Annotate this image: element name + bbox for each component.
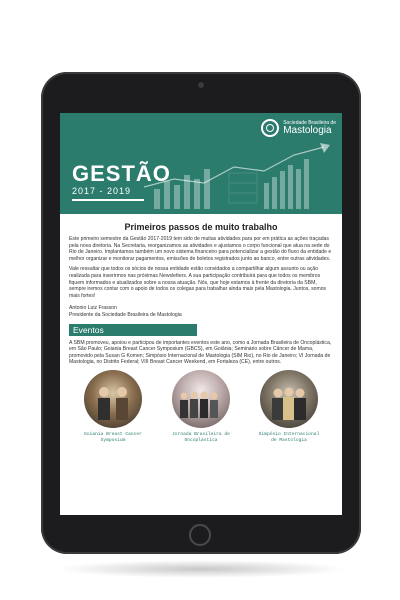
camera-icon <box>198 82 204 88</box>
device-shadow <box>56 560 346 578</box>
logo-mark-icon <box>261 119 279 137</box>
signature-name: Antonio Luiz Frasson <box>69 305 117 312</box>
hero-banner <box>60 113 342 214</box>
chart-background-graphic <box>144 139 334 209</box>
intro-paragraph-2: Vale ressaltar que todos os sócios de nossa entidade estão convidados a compartilhar algum assunto ou ação realizada para inserirmos nas próximas Newsletters. A sua participação contribuirá para que todos os membros fiquem informados e atualizados sobre a nossa atuação. Nós, que hoje estamos à frente da diretoria da SBM, sempre iremos contar com o apoio de todos os colegas para trabalhar ainda mais pela Mastologia. Juntos, somos mais fortes! <box>69 266 327 299</box>
event-label-simposio: Simpósio Internacional de Mastologia <box>258 431 320 443</box>
hero-divider <box>72 199 144 201</box>
hero-title: GESTÃO <box>72 161 171 186</box>
people-photo-icon <box>84 370 142 428</box>
event-label-goiania: Goiania Breast Cancer Symposium <box>84 431 142 443</box>
events-section-title: Eventos <box>69 324 197 336</box>
intro-paragraph-1: Este primeiro semestre da Gestão 2017-2019 tem sido de muitas atividades para por em prática as ações traçadas pela nova diretoria. Na Secretaria, reorganizamos as atividades e ajustamos o corpo funcional que atua na sede do Rio de Janeiro. Implantamos também um novo sistema financeiro para potencializar a gestão do fluxo da entidade e melhor organizar e monitorar pagamentos, emissões de boletos registrados junto ao banco, entre outras atividades. <box>69 236 332 262</box>
event-card-goiania[interactable] <box>81 370 145 443</box>
sbm-logo <box>261 119 336 137</box>
events-paragraph: A SBM promoveu, apoiou e participou de importantes eventos este ano, como a Jornada Brasileira de Oncoplástica, em São Paulo; Goiania Breast Cancer Symposium (GBCS), em Goiânia; Seminário sobre Câncer de Mama, promovido pela Susan G Komen; Simpósio Internacional de Mastologia (SIM Rio), no Rio de Janeiro; VI Jornada de Mastologia, no Distrito Federal; VIII Breast Cancer Weekend, em Fortaleza (CE), entre outros. <box>69 339 332 366</box>
intro-heading: Primeiros passos de muito trabalho <box>124 222 278 232</box>
event-card-simposio[interactable] <box>257 370 321 443</box>
events-gallery <box>60 370 342 460</box>
event-label-jornada: Jornada Brasileira de Oncoplástica <box>172 431 230 443</box>
event-card-jornada[interactable] <box>169 370 233 443</box>
event-photo-simposio[interactable] <box>260 370 318 428</box>
newsletter-screen[interactable] <box>60 113 342 515</box>
group-photo-icon <box>172 370 230 428</box>
event-photo-goiania[interactable] <box>84 370 142 428</box>
hero-years: 2017 - 2019 <box>72 186 132 196</box>
newsletter-body <box>60 214 342 460</box>
event-photo-jornada[interactable] <box>172 370 230 428</box>
speakers-photo-icon <box>260 370 318 428</box>
signature <box>69 305 333 318</box>
home-button[interactable] <box>189 524 211 546</box>
logo-subtitle: Sociedade Brasileira de <box>283 119 336 126</box>
tablet-device <box>41 72 361 554</box>
logo-title: Mastologia <box>283 124 332 136</box>
signature-role: Presidente da Sociedade Brasileira de Mastologia <box>69 311 182 318</box>
